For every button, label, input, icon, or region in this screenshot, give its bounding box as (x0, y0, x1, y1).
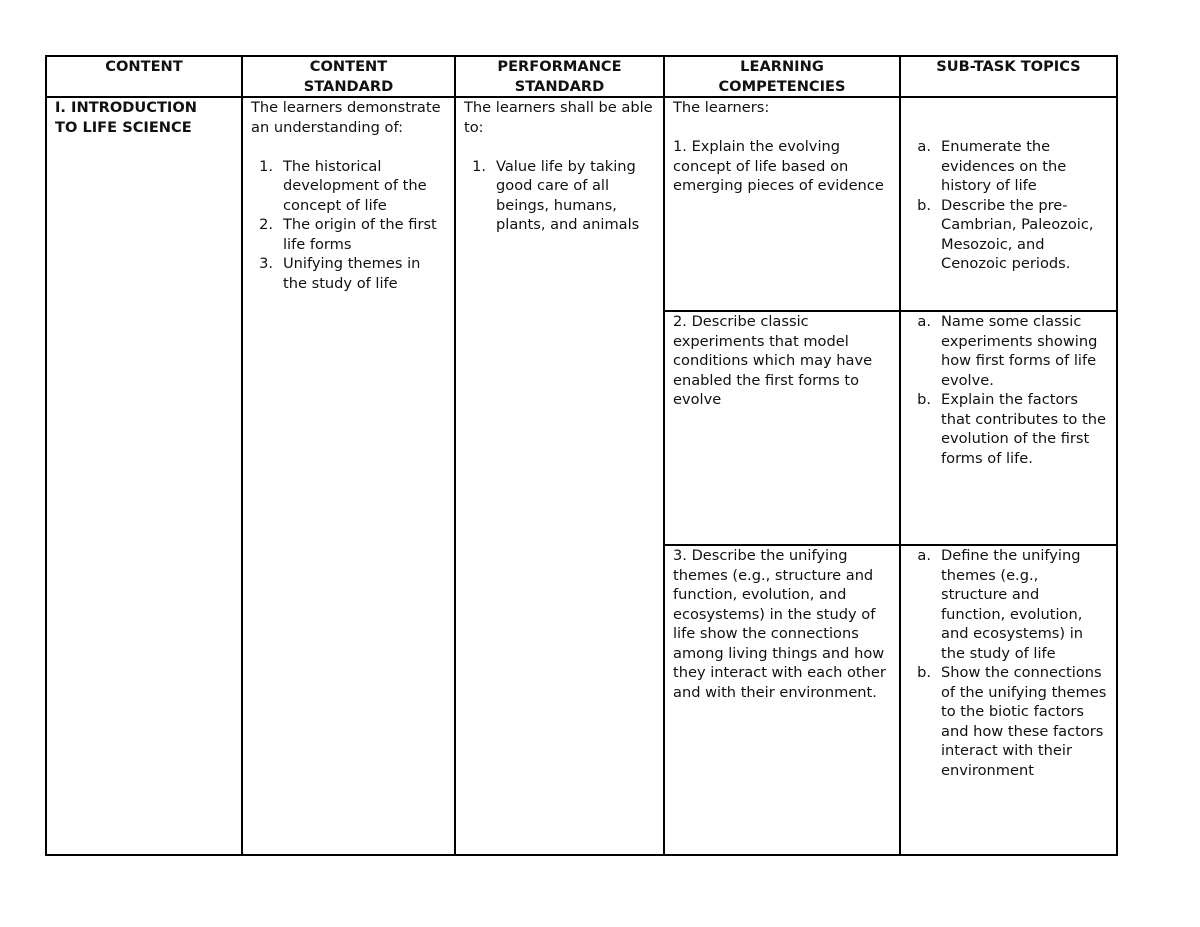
header-performance-standard (455, 56, 664, 97)
list-item-text: Unifying themes in the study of life (283, 255, 421, 292)
list-marker: a. (917, 547, 931, 564)
header-performance-standard-line1: PERFORMANCE (497, 58, 622, 75)
list-item-text: Enumerate the evidences on the history of life (941, 138, 1067, 194)
content-cell (46, 97, 242, 855)
list-item-text: Name some classic experiments showing how first forms of life evolve. (941, 313, 1098, 389)
list-item-text: Explain the factors that contributes to the evolution of the first forms of life. (941, 391, 1106, 467)
competency-cell-2 (664, 311, 900, 545)
header-learning-competencies-line2: COMPETENCIES (718, 77, 846, 95)
subtask-list (909, 546, 1108, 780)
content-standard-cell (242, 97, 455, 855)
list-marker: 1. (472, 157, 486, 175)
header-learning-competencies (664, 56, 900, 97)
performance-standard-intro: The learners shall be able to: (464, 99, 653, 136)
list-item (909, 546, 1108, 663)
header-content-standard-line1: CONTENT (309, 58, 388, 75)
header-content-standard (242, 56, 455, 97)
list-item (909, 196, 1108, 274)
competency-text: 2. Describe classic experiments that model conditions which may have enabled the first forms to evolve (673, 313, 873, 408)
list-item (909, 390, 1108, 468)
list-item-text: Describe the pre-Cambrian, Paleozoic, Mesozoic, and Cenozoic periods. (941, 196, 1094, 272)
table-row (46, 97, 1117, 311)
header-performance-standard-line2: STANDARD (514, 77, 605, 95)
header-content-label: CONTENT (105, 58, 183, 75)
header-content-standard-line2: STANDARD (303, 77, 394, 95)
list-item-text: The origin of the first life forms (283, 216, 437, 253)
list-item (251, 254, 446, 293)
list-item (464, 157, 655, 235)
list-item (251, 157, 446, 216)
subtask-list (909, 312, 1108, 468)
list-marker: 3. (259, 255, 273, 272)
list-marker: b. (917, 196, 931, 214)
competency-text: 3. Describe the unifying themes (e.g., structure and function, evolution, and ecosystems) in the study of life show the connections among living things and how they interact with each other and with their environment. (673, 547, 886, 701)
list-item (909, 312, 1108, 390)
header-row (46, 56, 1117, 97)
content-line1: I. INTRODUCTION (55, 99, 197, 116)
list-marker: b. (917, 391, 931, 408)
header-learning-competencies-line1: LEARNING (740, 58, 824, 75)
list-item (251, 215, 446, 254)
list-item-text: Define the unifying themes (e.g., structure and function, evolution, and ecosystems) in the study of life (941, 547, 1084, 662)
subtask-list (909, 137, 1108, 274)
list-marker: 2. (259, 216, 273, 233)
list-item (909, 137, 1108, 196)
content-line2: TO LIFE SCIENCE (55, 118, 192, 136)
list-marker: a. (917, 313, 931, 330)
subtask-cell-1 (900, 97, 1117, 311)
competency-cell-3 (664, 545, 900, 855)
content-standard-list (251, 157, 446, 294)
header-subtask-topics (900, 56, 1117, 97)
competencies-intro: The learners: (673, 99, 770, 116)
list-marker: 1. (259, 157, 273, 175)
list-item (909, 663, 1108, 780)
competency-cell-1 (664, 97, 900, 311)
content-standard-intro: The learners demonstrate an understanding of: (251, 99, 441, 136)
header-content (46, 56, 242, 97)
performance-standard-list (464, 157, 655, 235)
list-item-text: Show the connections of the unifying themes to the biotic factors and how these factors interact with their environment (941, 664, 1107, 779)
header-subtask-topics-label: SUB-TASK TOPICS (936, 58, 1081, 75)
list-marker: a. (917, 138, 931, 155)
list-item-text: The historical development of the concept of life (283, 157, 427, 214)
competency-text: 1. Explain the evolving concept of life based on emerging pieces of evidence (673, 138, 884, 194)
performance-standard-cell (455, 97, 664, 855)
list-item-text: Value life by taking good care of all beings, humans, plants, and animals (496, 157, 640, 233)
subtask-cell-3 (900, 545, 1117, 855)
list-marker: b. (917, 664, 931, 681)
curriculum-table (45, 55, 1118, 856)
subtask-cell-2 (900, 311, 1117, 545)
